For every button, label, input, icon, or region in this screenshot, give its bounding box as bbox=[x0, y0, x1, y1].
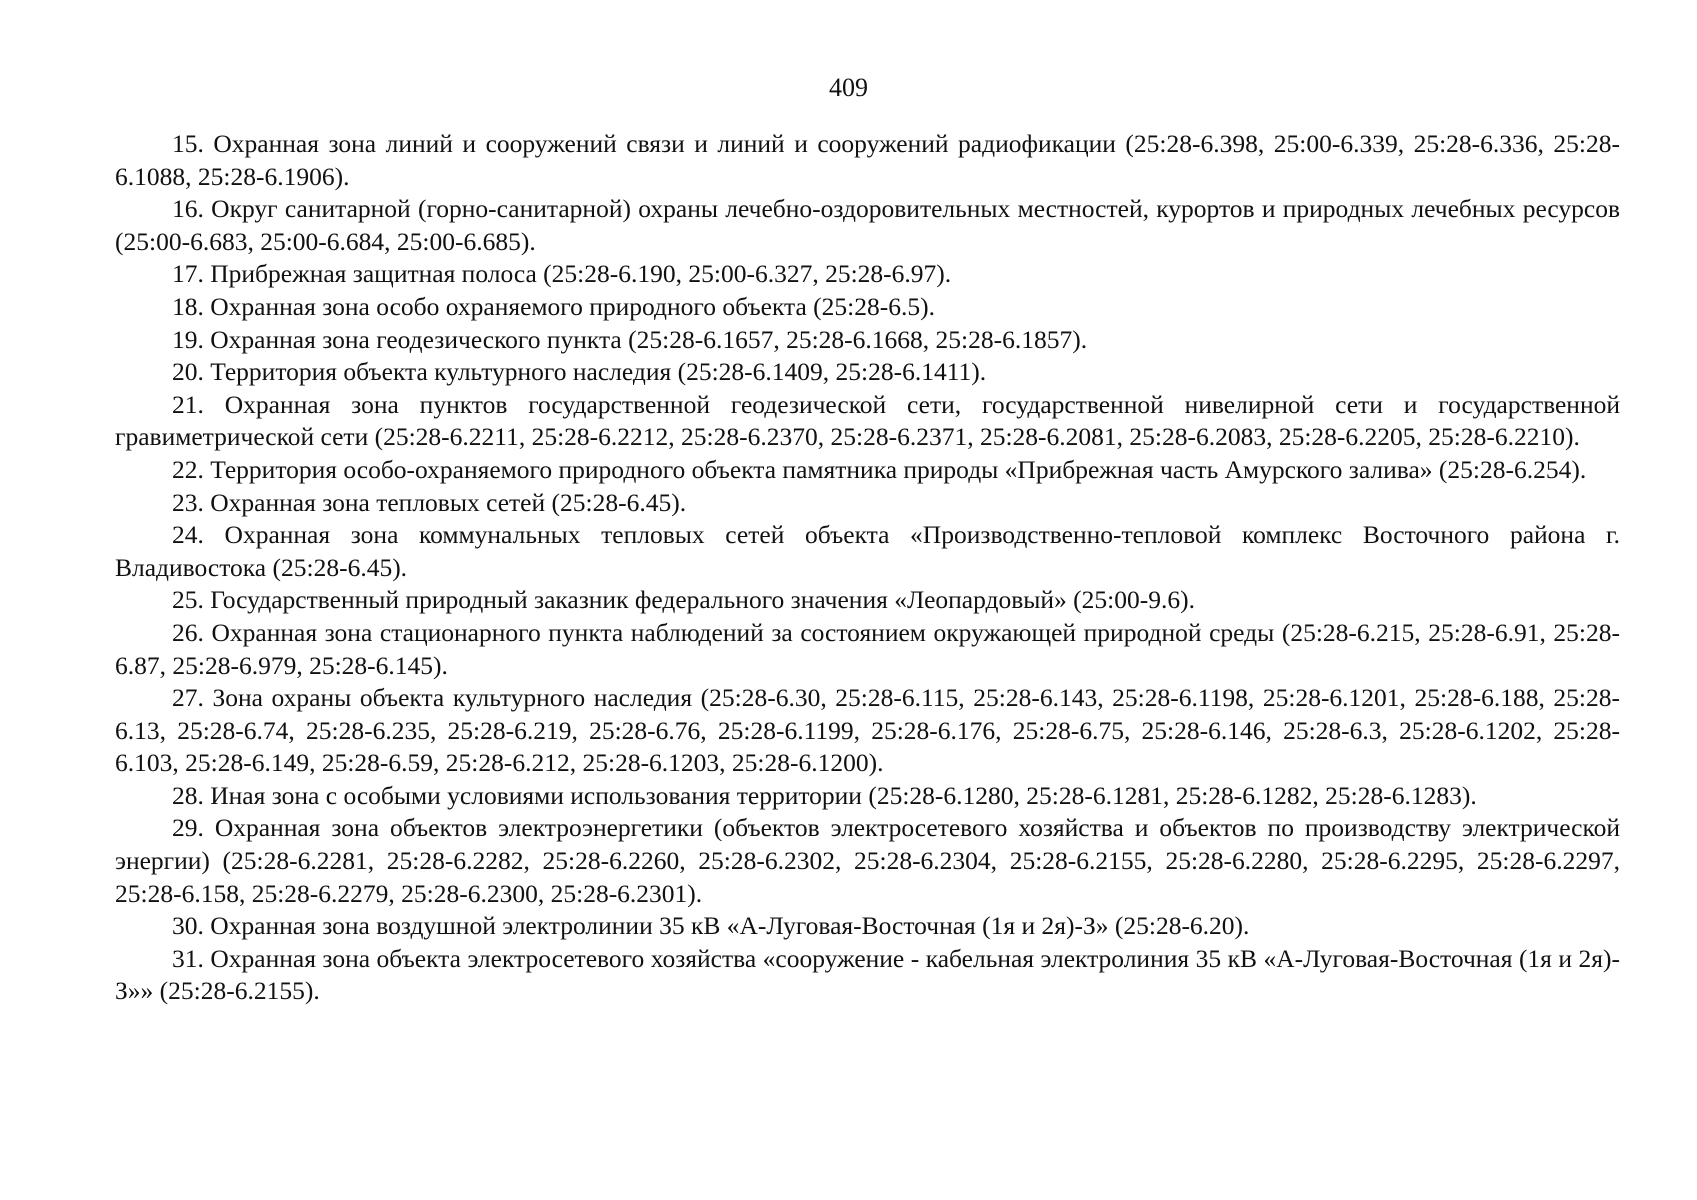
list-item-17: 17. Прибрежная защитная полоса (25:28-6.190, 25:00-6.327, 25:28-6.97). bbox=[172, 259, 952, 289]
list-item-20: 20. Территория объекта культурного наследия (25:28-6.1409, 25:28-6.1411). bbox=[172, 357, 987, 387]
list-item-27: 27. Зона охраны объекта культурного наследия (25:28-6.30, 25:28-6.115, 25:28-6.143, 25:28-6.1198, 25:28-6.1201, 25:28-6.188, 25:28-6.13, 25:28-6.74, 25:28-6.235, 25:28-6.219, 25:28-6.76, 25:28-6.1199, 25:28-6.176, 25:28-6.75, 25:28-6.146, 25:28-6.3, 25:28-6.1202, 25:28-6.103, 25:28-6.149, 25:28-6.59, 25:28-6.212, 25:28-6.1203, 25:28-6.1200). bbox=[115, 683, 1620, 778]
list-item-26: 26. Охранная зона стационарного пункта наблюдений за состоянием окружающей природной среды (25:28-6.215, 25:28-6.91, 25:28-6.87, 25:28-6.979, 25:28-6.145). bbox=[115, 617, 1620, 680]
page-number: 409 bbox=[829, 73, 868, 102]
list-item-25: 25. Государственный природный заказник федерального значения «Леопардовый» (25:00-9.6). bbox=[172, 585, 1195, 615]
list-item-31: 31. Охранная зона объекта электросетевого хозяйства «сооружение - кабельная электролиния 35 кВ «А-Луговая-Восточная (1я и 2я)-З»» (25:28-6.2155). bbox=[115, 943, 1620, 1006]
list-item-30: 30. Охранная зона воздушной электролинии 35 кВ «А-Луговая-Восточная (1я и 2я)-З» (25:28-6.20). bbox=[172, 911, 1250, 941]
list-item-28: 28. Иная зона с особыми условиями использования территории (25:28-6.1280, 25:28-6.1281, 25:28-6.1282, 25:28-6.1283). bbox=[172, 780, 1477, 810]
document-body bbox=[115, 128, 1620, 1008]
list-item-18: 18. Охранная зона особо охраняемого природного объекта (25:28-6.5). bbox=[172, 291, 935, 321]
list-item-15: 15. Охранная зона линий и сооружений связи и линий и сооружений радиофикации (25:28-6.398, 25:00-6.339, 25:28-6.336, 25:28-6.1088, 25:28-6.1906). bbox=[115, 129, 1620, 191]
list-item-21: 21. Охранная зона пунктов государственной геодезической сети, государственной нивелирной сети и государственной гравиметрической сети (25:28-6.2211, 25:28-6.2212, 25:28-6.2370, 25:28-6.2371, 25:28-6.2081, 25:28-6.2083, 25:28-6.2205, 25:28-6.2210). bbox=[115, 389, 1620, 452]
list-item-23: 23. Охранная зона тепловых сетей (25:28-6.45). bbox=[172, 487, 687, 517]
list-item-24: 24. Охранная зона коммунальных тепловых сетей объекта «Производственно-тепловой комплекс Восточного района г. Владивостока (25:28-6.45). bbox=[115, 520, 1620, 582]
list-item-19: 19. Охранная зона геодезического пункта (25:28-6.1657, 25:28-6.1668, 25:28-6.1857). bbox=[172, 324, 1088, 354]
list-item-16: 16. Округ санитарной (горно-санитарной) охраны лечебно-оздоровительных местностей, курортов и природных лечебных ресурсов (25:00-6.683, 25:00-6.684, 25:00-6.685). bbox=[115, 194, 1620, 256]
list-item-22: 22. Территория особо-охраняемого природного объекта памятника природы «Прибрежная часть Амурского залива» (25:28-6.254). bbox=[172, 454, 1587, 484]
list-item-29: 29. Охранная зона объектов электроэнергетики (объектов электросетевого хозяйства и объектов по производству электрической энергии) (25:28-6.2281, 25:28-6.2282, 25:28-6.2260, 25:28-6.2302, 25:28-6.2304, 25:28-6.2155, 25:28-6.2280, 25:28-6.2295, 25:28-6.2297, 25:28-6.158, 25:28-6.2279, 25:28-6.2300, 25:28-6.2301). bbox=[115, 813, 1620, 908]
